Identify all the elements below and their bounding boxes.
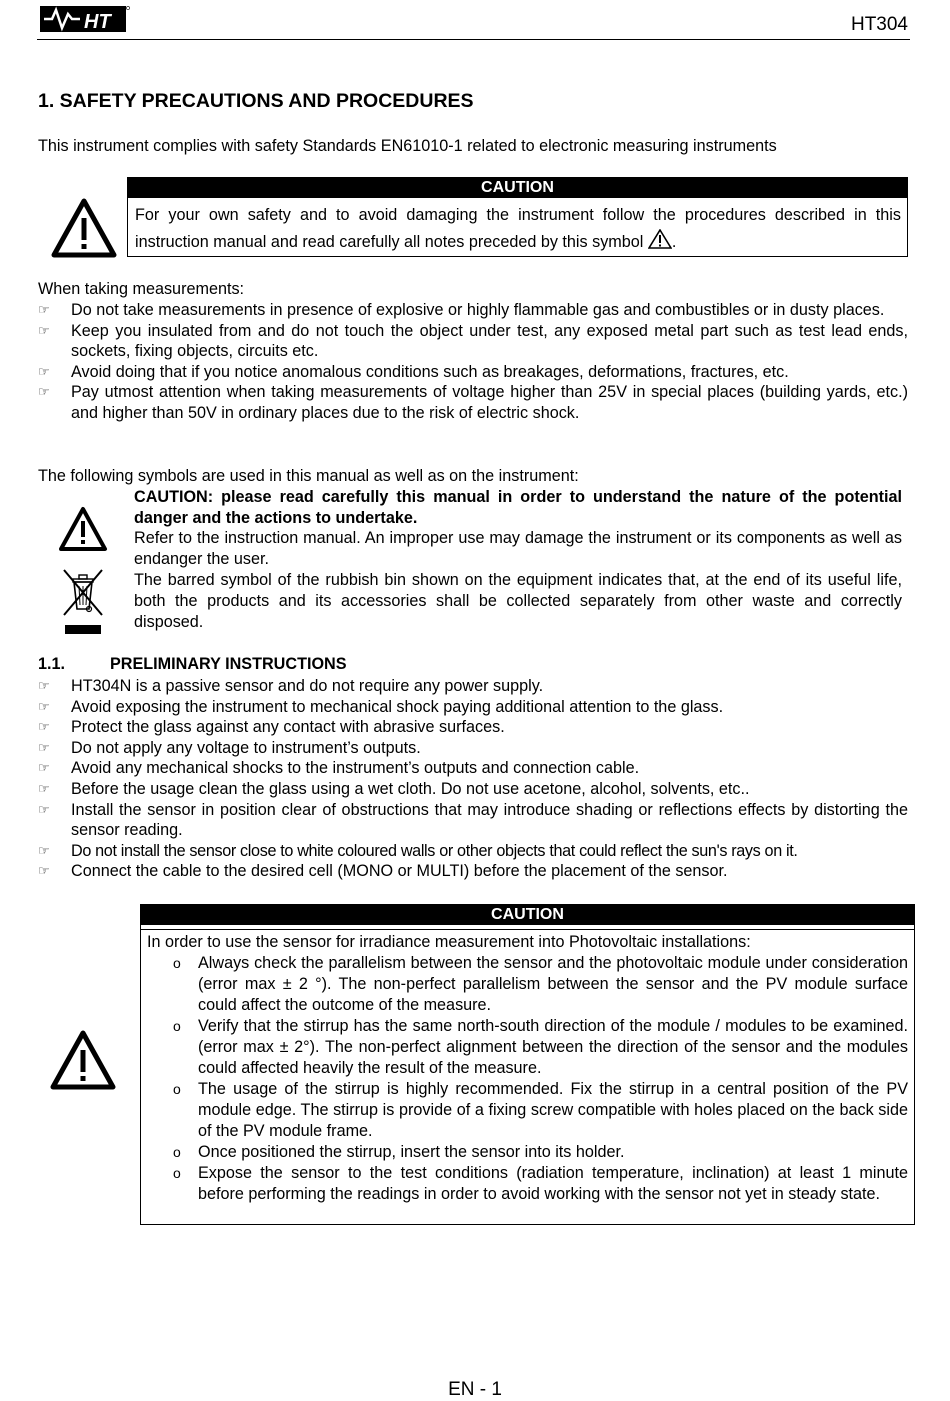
caution-label: CAUTION: [128, 178, 907, 198]
svg-text:HT: HT: [84, 11, 111, 33]
measurements-list: [38, 300, 908, 424]
caution-label: CAUTION: [141, 905, 914, 925]
pointing-hand-icon: ☞: [38, 363, 50, 379]
symbol-caution-text: Refer to the instruction manual. An improper use may damage the instrument or its components as well as endanger the user.: [134, 529, 902, 568]
circle-bullet-icon: o: [173, 1144, 181, 1160]
circle-bullet-icon: o: [173, 1081, 181, 1097]
caution-content: [141, 929, 914, 1205]
list-item: o Always check the parallelism between the sensor and the photovoltaic module under consideration (error max ± 2 °). The non-perfect parallelism between the sensor and the PV module surface could affect the outcome of the measure.: [173, 954, 908, 1014]
symbol-caution-bold: CAUTION: please read carefully this manual in order to understand the nature of the potential danger and the actions to undertake.: [134, 488, 902, 527]
crossed-bin-icon: [58, 567, 108, 637]
subsection-number: 1.1.: [38, 655, 66, 673]
list-item: ☞ Install the sensor in position clear of obstructions that may introduce shading or reflections effects by distorting the sensor reading.: [38, 800, 908, 840]
pointing-hand-icon: ☞: [38, 302, 50, 317]
pointing-hand-icon: ☞: [38, 719, 50, 735]
list-item: ☞ Pay utmost attention when taking measurements of voltage higher than 25V in special places (building yards, etc.) and higher than 50V in ordinary places due to the risk of electric shock.: [38, 383, 908, 422]
intro-text: This instrument complies with safety Standards EN61010-1 related to electronic measuring instruments: [38, 137, 777, 155]
caution-list: [147, 953, 908, 1205]
subsection-label: PRELIMINARY INSTRUCTIONS: [110, 655, 347, 673]
pointing-hand-icon: ☞: [38, 698, 50, 714]
pointing-hand-icon: ☞: [38, 842, 50, 858]
circle-bullet-icon: o: [173, 955, 181, 971]
list-item: ☞ Avoid any mechanical shocks to the instrument’s outputs and connection cable.: [38, 759, 640, 778]
list-item: ☞ Protect the glass against any contact with abrasive surfaces.: [38, 718, 505, 737]
header-divider: [37, 39, 910, 40]
subsection-title: [38, 655, 347, 674]
pointing-hand-icon: ☞: [38, 384, 50, 400]
caution-text: [128, 198, 907, 256]
warning-triangle-icon: [50, 1030, 116, 1090]
warning-triangle-icon: [648, 229, 672, 249]
pointing-hand-icon: ☞: [38, 678, 50, 693]
pointing-hand-icon: ☞: [38, 760, 50, 776]
list-item: o Once positioned the stirrup, insert the sensor into its holder.: [173, 1143, 625, 1161]
pointing-hand-icon: ☞: [38, 863, 50, 879]
circle-bullet-icon: o: [173, 1165, 181, 1181]
pointing-hand-icon: ☞: [38, 801, 50, 817]
symbols-heading: The following symbols are used in this manual as well as on the instrument:: [38, 467, 579, 485]
caution-box-safety: [127, 177, 908, 257]
list-item: o The usage of the stirrup is highly recommended. Fix the stirrup in a central position of the PV module edge. The stirrup is provide of a fixing screw compatible with holes placed on the back side of the PV module frame.: [173, 1080, 908, 1140]
caution-intro: In order to use the sensor for irradiance measurement into Photovoltaic installations:: [147, 933, 751, 951]
list-item: ☞ Do not take measurements in presence of explosive or highly flammable gas and combustibles or in dusty places.: [38, 301, 885, 319]
page-number: EN - 1: [448, 1379, 502, 1400]
warning-triangle-icon: [51, 198, 117, 258]
list-item: ☞ HT304N is a passive sensor and do not require any power supply.: [38, 677, 544, 695]
ht-logo: [40, 4, 130, 34]
pointing-hand-icon: ☞: [38, 322, 50, 338]
list-item: ☞ Avoid doing that if you notice anomalous conditions such as breakages, deformations, fractures, etc.: [38, 362, 789, 381]
circle-bullet-icon: o: [173, 1018, 181, 1034]
list-item: o Verify that the stirrup has the same north-south direction of the module / modules to be examined. (error max ± 2°). The non-perfect alignment between the direction of the sensor and the modules could affected heavily the result of the measure.: [173, 1017, 908, 1077]
preliminary-list: [38, 676, 908, 882]
list-item: ☞ Do not install the sensor close to white coloured walls or other objects that could reflect the sun's rays on it.: [38, 841, 798, 860]
pointing-hand-icon: ☞: [38, 780, 50, 796]
model-name: HT304: [850, 14, 908, 35]
caution-body: For your own safety and to avoid damaging the instrument follow the procedures described in this instruction manual and read carefully all notes preceded by this symbol: [135, 206, 901, 251]
section-title: 1. SAFETY PRECAUTIONS AND PROCEDURES: [38, 90, 474, 112]
pointing-hand-icon: ☞: [38, 739, 50, 755]
caution-box-pv: [140, 904, 915, 1225]
list-item: ☞ Keep you insulated from and do not touch the object under test, any exposed metal part such as test lead ends, sockets, fixing objects, circuits etc.: [38, 321, 908, 361]
list-item: ☞ Connect the cable to the desired cell (MONO or MULTI) before the placement of the sensor.: [38, 862, 728, 881]
list-item: ☞ Before the usage clean the glass using a wet cloth. Do not use acetone, alcohol, solvents, etc..: [38, 779, 750, 798]
list-item: ☞ Avoid exposing the instrument to mechanical shock paying additional attention to the glass.: [38, 697, 724, 716]
warning-triangle-icon: [58, 506, 108, 552]
caution-end: .: [671, 233, 677, 251]
list-item: o Expose the sensor to the test conditions (radiation temperature, inclination) at least 1 minute before performing the readings in order to avoid working with the sensor not yet in steady state.: [173, 1164, 908, 1203]
measurements-heading: When taking measurements:: [38, 280, 245, 298]
symbol-bin-text: The barred symbol of the rubbish bin shown on the equipment indicates that, at the end of its useful life, both the products and its accessories shall be collected separately from other waste and correctly disposed.: [134, 571, 902, 631]
list-item: ☞ Do not apply any voltage to instrument’s outputs.: [38, 738, 421, 757]
